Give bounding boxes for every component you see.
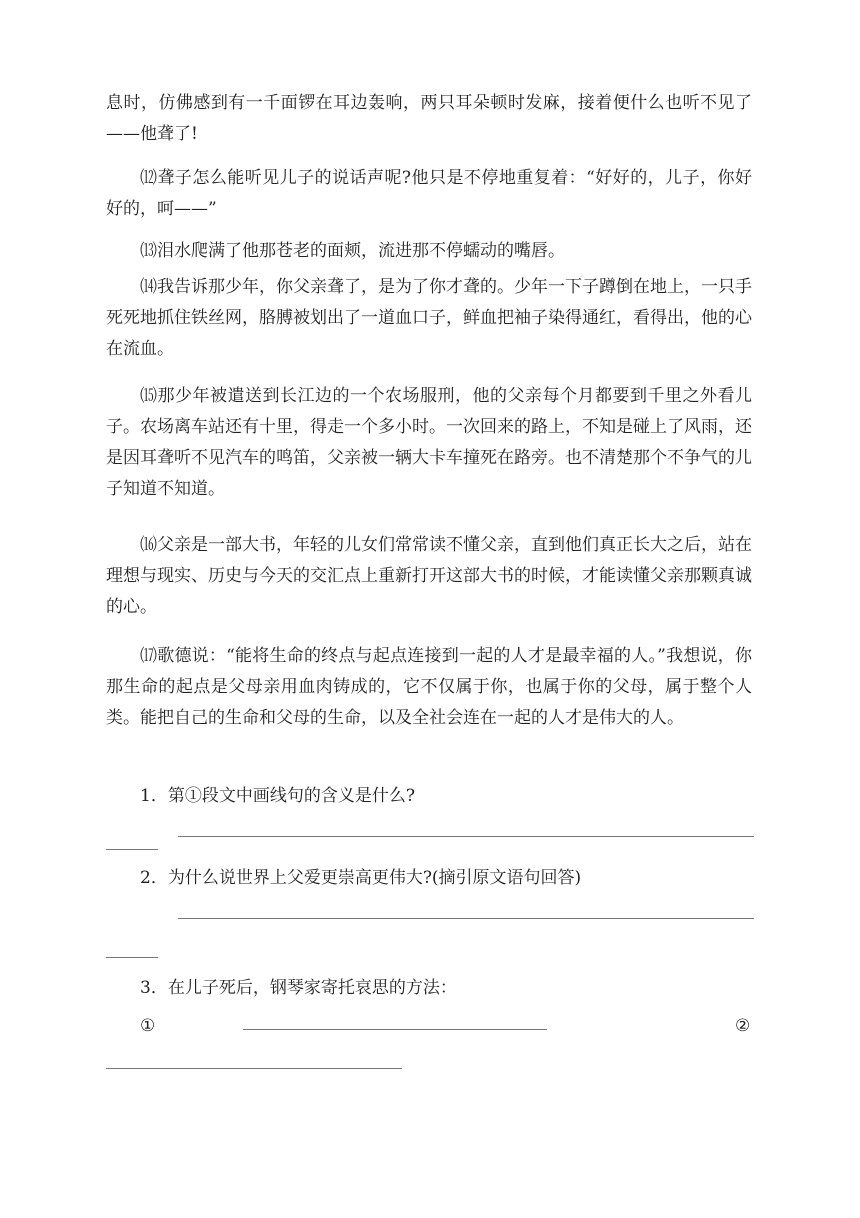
question-2: 2．为什么说世界上父爱更崇高更伟大?(摘引原文语句回答) bbox=[140, 868, 582, 888]
paragraph-13: ⒀泪水爬满了他那苍老的面颊，流进那不停蠕动的嘴唇。 bbox=[140, 241, 565, 261]
answer-line-3a[interactable] bbox=[243, 1029, 547, 1030]
answer-line-2[interactable] bbox=[178, 918, 754, 919]
paragraph-14: ⒁我告诉那少年，你父亲聋了，是为了你才聋的。少年一下子蹲倒在地上，一只手死死地抓住铁丝网，胳膊被划出了一道血口子，鲜血把袖子染得通红，看得出，他的心在流血。 bbox=[106, 277, 752, 359]
answer-line-1[interactable] bbox=[178, 836, 754, 837]
paragraph-12: ⑿聋子怎么能听见儿子的说话声呢?他只是不停地重复着：“好好的，儿子，你好好的，呵——” bbox=[106, 168, 752, 219]
paragraph-17: ⒄歌德说：“能将生命的终点与起点连接到一起的人才是最幸福的人。”我想说，你那生命的起点是父母亲用血肉铸成的，它不仅属于你，也属于你的父母，属于整个人类。能把自己的生命和父母的生命，以及全社会连在一起的人才是伟大的人。 bbox=[106, 646, 752, 728]
question-1: 1．第①段文中画线句的含义是什么? bbox=[140, 786, 415, 806]
answer-line-3b[interactable] bbox=[106, 1068, 402, 1069]
paragraph-15: ⒂那少年被遣送到长江边的一个农场服刑，他的父亲每个月都要到千里之外看儿子。农场离车站还有十里，得走一个多小时。一次回来的路上，不知是碰上了风雨，还是因耳聋听不见汽车的鸣笛，父亲被一辆大卡车撞死在路旁。也不清楚那个不争气的儿子知道不知道。 bbox=[106, 386, 752, 499]
answer-line-1-continued[interactable] bbox=[106, 849, 158, 850]
answer-line-2-continued[interactable] bbox=[106, 957, 158, 958]
paragraph-continued: 息时，仿佛感到有一千面锣在耳边轰响，两只耳朵顿时发麻，接着便什么也听不见了——他聋了! bbox=[106, 93, 752, 144]
question-3: 3．在儿子死后，钢琴家寄托哀思的方法： bbox=[140, 978, 457, 998]
blank-label-1: ① bbox=[140, 1016, 156, 1036]
paragraph-16: ⒃父亲是一部大书，年轻的儿女们常常读不懂父亲，直到他们真正长大之后，站在理想与现实、历史与今天的交汇点上重新打开这部大书的时候，才能读懂父亲那颗真诚的心。 bbox=[106, 535, 752, 617]
blank-label-2: ② bbox=[735, 1016, 751, 1036]
